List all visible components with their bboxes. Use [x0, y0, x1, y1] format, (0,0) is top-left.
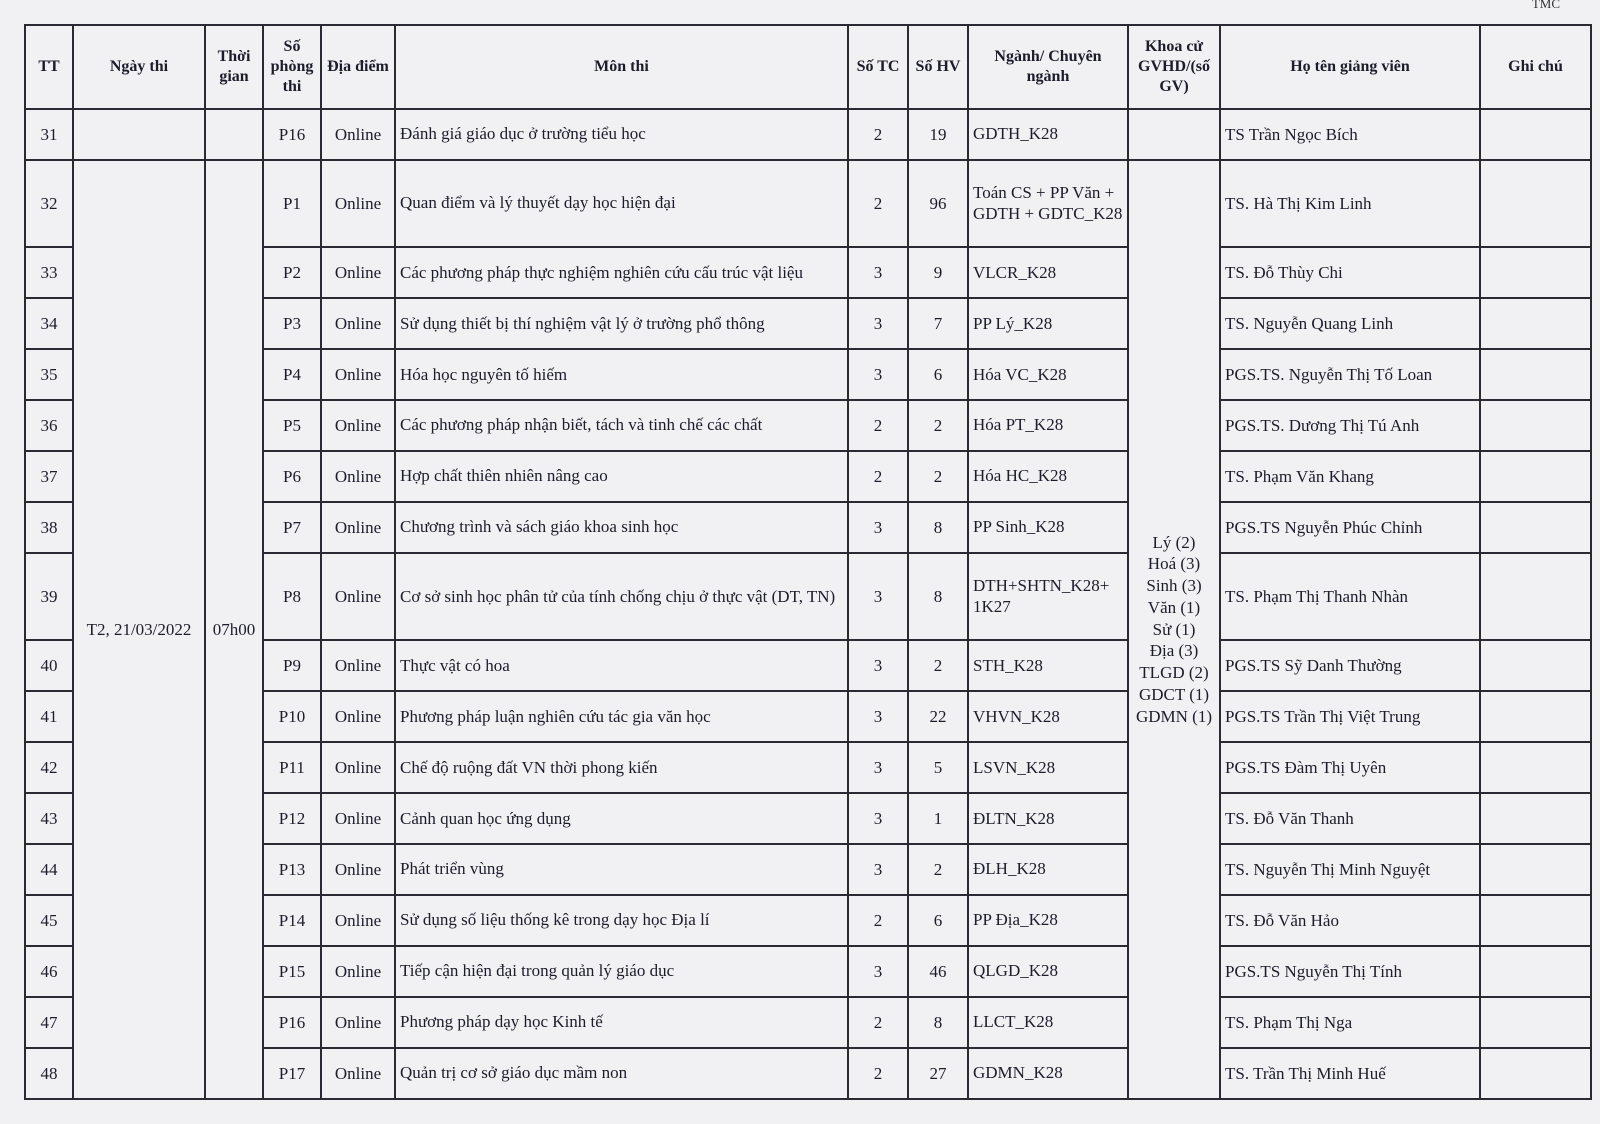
- cell-nganh: ĐLH_K28: [968, 844, 1128, 895]
- cell-so-hv: 6: [908, 895, 968, 946]
- cell-so-hv: 96: [908, 160, 968, 247]
- cell-mon-thi: Tiếp cận hiện đại trong quản lý giáo dục: [395, 946, 848, 997]
- cell-so-hv: 8: [908, 553, 968, 640]
- cell-dia-diem: Online: [321, 844, 395, 895]
- cell-tt: 36: [25, 400, 73, 451]
- cell-giang-vien: TS. Phạm Văn Khang: [1220, 451, 1480, 502]
- khoa-cu-line: Hoá (3): [1147, 554, 1201, 574]
- header-giang-vien: Họ tên giảng viên: [1220, 25, 1480, 109]
- cell-dia-diem: Online: [321, 298, 395, 349]
- cell-so-tc: 3: [848, 691, 908, 742]
- cell-so-tc: 3: [848, 502, 908, 553]
- cell-thoi-gian: 07h00: [205, 160, 263, 1099]
- cell-nganh: VLCR_K28: [968, 247, 1128, 298]
- cell-so-hv: 6: [908, 349, 968, 400]
- cell-ngay-thi: T2, 21/03/2022: [73, 160, 205, 1099]
- cell-nganh: LLCT_K28: [968, 997, 1128, 1048]
- cell-ghi-chu: [1480, 946, 1591, 997]
- header-so-hv: Số HV: [908, 25, 968, 109]
- cell-mon-thi: Sử dụng số liệu thống kê trong dạy học Địa lí: [395, 895, 848, 946]
- cell-mon-thi: Hợp chất thiên nhiên nâng cao: [395, 451, 848, 502]
- cell-mon-thi: Chế độ ruộng đất VN thời phong kiến: [395, 742, 848, 793]
- cell-so-hv: 8: [908, 997, 968, 1048]
- khoa-cu-line: Địa (3): [1149, 641, 1199, 661]
- cell-mon-thi: Phương pháp luận nghiên cứu tác gia văn học: [395, 691, 848, 742]
- cell-phong-thi: P9: [263, 640, 321, 691]
- cell-mon-thi: Các phương pháp nhận biết, tách và tinh chế các chất: [395, 400, 848, 451]
- cell-ghi-chu: [1480, 400, 1591, 451]
- cell-dia-diem: Online: [321, 997, 395, 1048]
- cell-ghi-chu: [1480, 349, 1591, 400]
- exam-schedule-sheet: [24, 24, 1590, 1100]
- table-header-row: [25, 25, 1591, 109]
- cell-tt: 37: [25, 451, 73, 502]
- cell-tt: 47: [25, 997, 73, 1048]
- cell-phong-thi: P4: [263, 349, 321, 400]
- cell-nganh: GDMN_K28: [968, 1048, 1128, 1099]
- cell-tt: 40: [25, 640, 73, 691]
- cell-so-hv: 9: [908, 247, 968, 298]
- cell-nganh: VHVN_K28: [968, 691, 1128, 742]
- cell-phong-thi: P12: [263, 793, 321, 844]
- cell-so-hv: 2: [908, 844, 968, 895]
- cell-nganh: STH_K28: [968, 640, 1128, 691]
- khoa-cu-line: Văn (1): [1147, 597, 1201, 617]
- cell-giang-vien: TS. Phạm Thị Thanh Nhàn: [1220, 553, 1480, 640]
- cell-giang-vien: PGS.TS Sỹ Danh Thường: [1220, 640, 1480, 691]
- cell-ghi-chu: [1480, 109, 1591, 160]
- table-row: [25, 160, 1591, 247]
- cell-phong-thi: P3: [263, 298, 321, 349]
- cell-dia-diem: Online: [321, 946, 395, 997]
- cell-giang-vien: TS. Đỗ Văn Thanh: [1220, 793, 1480, 844]
- cell-nganh: PP Địa_K28: [968, 895, 1128, 946]
- cell-nganh: DTH+SHTN_K28+ 1K27: [968, 553, 1128, 640]
- cell-phong-thi: P13: [263, 844, 321, 895]
- cell-tt: 43: [25, 793, 73, 844]
- cell-dia-diem: Online: [321, 691, 395, 742]
- cell-phong-thi: P15: [263, 946, 321, 997]
- cell-mon-thi: Hóa học nguyên tố hiếm: [395, 349, 848, 400]
- cell-so-hv: 5: [908, 742, 968, 793]
- cell-giang-vien: TS Trần Ngọc Bích: [1220, 109, 1480, 160]
- cell-phong-thi: P10: [263, 691, 321, 742]
- cell-phong-thi: P5: [263, 400, 321, 451]
- cell-mon-thi: Cảnh quan học ứng dụng: [395, 793, 848, 844]
- cell-nganh: GDTH_K28: [968, 109, 1128, 160]
- cell-phong-thi: P11: [263, 742, 321, 793]
- header-khoa-cu: Khoa cử GVHD/(số GV): [1128, 25, 1220, 109]
- cell-giang-vien: PGS.TS Đàm Thị Uyên: [1220, 742, 1480, 793]
- page-note: TMC: [1531, 0, 1560, 11]
- cell-so-hv: 7: [908, 298, 968, 349]
- cell-ghi-chu: [1480, 1048, 1591, 1099]
- cell-so-tc: 3: [848, 298, 908, 349]
- cell-dia-diem: Online: [321, 553, 395, 640]
- cell-tt: 42: [25, 742, 73, 793]
- cell-ghi-chu: [1480, 502, 1591, 553]
- header-so-phong-thi: Số phòng thi: [263, 25, 321, 109]
- cell-giang-vien: TS. Trần Thị Minh Huế: [1220, 1048, 1480, 1099]
- cell-so-hv: 46: [908, 946, 968, 997]
- header-thoi-gian: Thời gian: [205, 25, 263, 109]
- cell-ghi-chu: [1480, 553, 1591, 640]
- cell-nganh: ĐLTN_K28: [968, 793, 1128, 844]
- cell-so-hv: 19: [908, 109, 968, 160]
- cell-phong-thi: P16: [263, 109, 321, 160]
- cell-so-tc: 2: [848, 451, 908, 502]
- khoa-cu-line: Lý (2): [1152, 532, 1196, 552]
- cell-tt: 31: [25, 109, 73, 160]
- cell-nganh: QLGD_K28: [968, 946, 1128, 997]
- cell-so-tc: 3: [848, 553, 908, 640]
- cell-ghi-chu: [1480, 844, 1591, 895]
- cell-phong-thi: P6: [263, 451, 321, 502]
- cell-tt: 46: [25, 946, 73, 997]
- cell-phong-thi: P2: [263, 247, 321, 298]
- cell-phong-thi: P16: [263, 997, 321, 1048]
- table-body: [25, 109, 1591, 1099]
- khoa-cu-line: Sinh (3): [1146, 576, 1202, 596]
- cell-nganh: Hóa HC_K28: [968, 451, 1128, 502]
- cell-so-tc: 3: [848, 946, 908, 997]
- cell-so-hv: 22: [908, 691, 968, 742]
- cell-so-tc: 3: [848, 247, 908, 298]
- cell-so-hv: 2: [908, 451, 968, 502]
- cell-tt: 33: [25, 247, 73, 298]
- cell-ghi-chu: [1480, 298, 1591, 349]
- cell-tt: 48: [25, 1048, 73, 1099]
- cell-giang-vien: PGS.TS. Nguyễn Thị Tố Loan: [1220, 349, 1480, 400]
- cell-phong-thi: P14: [263, 895, 321, 946]
- cell-dia-diem: Online: [321, 247, 395, 298]
- cell-so-tc: 3: [848, 349, 908, 400]
- cell-giang-vien: TS. Nguyễn Quang Linh: [1220, 298, 1480, 349]
- cell-mon-thi: Các phương pháp thực nghiệm nghiên cứu cấu trúc vật liệu: [395, 247, 848, 298]
- cell-phong-thi: P8: [263, 553, 321, 640]
- header-tt: TT: [25, 25, 73, 109]
- cell-giang-vien: PGS.TS Trần Thị Việt Trung: [1220, 691, 1480, 742]
- cell-ghi-chu: [1480, 997, 1591, 1048]
- cell-tt: 35: [25, 349, 73, 400]
- cell-dia-diem: Online: [321, 640, 395, 691]
- cell-mon-thi: Chương trình và sách giáo khoa sinh học: [395, 502, 848, 553]
- cell-so-hv: 2: [908, 400, 968, 451]
- cell-dia-diem: Online: [321, 1048, 395, 1099]
- cell-mon-thi: Quan điểm và lý thuyết dạy học hiện đại: [395, 160, 848, 247]
- cell-mon-thi: Quản trị cơ sở giáo dục mầm non: [395, 1048, 848, 1099]
- table-row: [25, 109, 1591, 160]
- cell-giang-vien: TS. Nguyễn Thị Minh Nguyệt: [1220, 844, 1480, 895]
- cell-dia-diem: Online: [321, 109, 395, 160]
- cell-dia-diem: Online: [321, 502, 395, 553]
- cell-nganh: LSVN_K28: [968, 742, 1128, 793]
- cell-giang-vien: TS. Đỗ Văn Hảo: [1220, 895, 1480, 946]
- cell-so-hv: 1: [908, 793, 968, 844]
- cell-so-hv: 8: [908, 502, 968, 553]
- cell-mon-thi: Thực vật có hoa: [395, 640, 848, 691]
- khoa-cu-line: Sử (1): [1152, 619, 1196, 639]
- cell-nganh: PP Sinh_K28: [968, 502, 1128, 553]
- cell-nganh: Hóa VC_K28: [968, 349, 1128, 400]
- cell-so-tc: 2: [848, 160, 908, 247]
- cell-ghi-chu: [1480, 793, 1591, 844]
- cell-so-tc: 2: [848, 895, 908, 946]
- cell-giang-vien: PGS.TS Nguyễn Phúc Chỉnh: [1220, 502, 1480, 553]
- cell-khoa-cu-blank: [1128, 109, 1220, 160]
- cell-dia-diem: Online: [321, 895, 395, 946]
- header-ngay-thi: Ngày thi: [73, 25, 205, 109]
- cell-dia-diem: Online: [321, 742, 395, 793]
- cell-ghi-chu: [1480, 247, 1591, 298]
- cell-phong-thi: P1: [263, 160, 321, 247]
- cell-ghi-chu: [1480, 895, 1591, 946]
- cell-khoa-cu: [1128, 160, 1220, 1099]
- cell-dia-diem: Online: [321, 160, 395, 247]
- header-mon-thi: Môn thi: [395, 25, 848, 109]
- cell-thoi-gian-blank: [205, 109, 263, 160]
- cell-so-tc: 3: [848, 793, 908, 844]
- cell-ghi-chu: [1480, 451, 1591, 502]
- khoa-cu-line: GDCT (1): [1138, 684, 1210, 704]
- cell-mon-thi: Phương pháp dạy học Kinh tế: [395, 997, 848, 1048]
- cell-ghi-chu: [1480, 742, 1591, 793]
- cell-so-tc: 2: [848, 1048, 908, 1099]
- header-dia-diem: Địa điểm: [321, 25, 395, 109]
- cell-so-tc: 2: [848, 997, 908, 1048]
- cell-tt: 38: [25, 502, 73, 553]
- cell-ghi-chu: [1480, 691, 1591, 742]
- cell-ngay-thi-blank: [73, 109, 205, 160]
- cell-tt: 44: [25, 844, 73, 895]
- cell-phong-thi: P17: [263, 1048, 321, 1099]
- cell-so-tc: 3: [848, 742, 908, 793]
- header-ghi-chu: Ghi chú: [1480, 25, 1591, 109]
- cell-so-tc: 3: [848, 640, 908, 691]
- cell-giang-vien: TS. Đỗ Thùy Chi: [1220, 247, 1480, 298]
- header-so-tc: Số TC: [848, 25, 908, 109]
- cell-so-tc: 3: [848, 844, 908, 895]
- cell-so-hv: 27: [908, 1048, 968, 1099]
- cell-dia-diem: Online: [321, 451, 395, 502]
- cell-mon-thi: Phát triển vùng: [395, 844, 848, 895]
- khoa-cu-line: GDMN (1): [1135, 706, 1213, 726]
- cell-so-tc: 2: [848, 400, 908, 451]
- cell-ghi-chu: [1480, 160, 1591, 247]
- cell-giang-vien: PGS.TS. Dương Thị Tú Anh: [1220, 400, 1480, 451]
- cell-giang-vien: PGS.TS Nguyễn Thị Tính: [1220, 946, 1480, 997]
- cell-tt: 34: [25, 298, 73, 349]
- cell-giang-vien: TS. Phạm Thị Nga: [1220, 997, 1480, 1048]
- header-nganh: Ngành/ Chuyên ngành: [968, 25, 1128, 109]
- cell-nganh: PP Lý_K28: [968, 298, 1128, 349]
- cell-dia-diem: Online: [321, 793, 395, 844]
- cell-dia-diem: Online: [321, 349, 395, 400]
- cell-so-tc: 2: [848, 109, 908, 160]
- cell-nganh: Toán CS + PP Văn + GDTH + GDTC_K28: [968, 160, 1128, 247]
- cell-nganh: Hóa PT_K28: [968, 400, 1128, 451]
- cell-mon-thi: Đánh giá giáo dục ở trường tiểu học: [395, 109, 848, 160]
- cell-tt: 45: [25, 895, 73, 946]
- cell-so-hv: 2: [908, 640, 968, 691]
- cell-mon-thi: Cơ sở sinh học phân tử của tính chống chịu ở thực vật (DT, TN): [395, 553, 848, 640]
- exam-schedule-table: [24, 24, 1592, 1100]
- cell-tt: 32: [25, 160, 73, 247]
- cell-ghi-chu: [1480, 640, 1591, 691]
- cell-tt: 41: [25, 691, 73, 742]
- cell-mon-thi: Sử dụng thiết bị thí nghiệm vật lý ở trường phổ thông: [395, 298, 848, 349]
- cell-phong-thi: P7: [263, 502, 321, 553]
- khoa-cu-line: TLGD (2): [1139, 663, 1209, 683]
- cell-dia-diem: Online: [321, 400, 395, 451]
- cell-tt: 39: [25, 553, 73, 640]
- cell-giang-vien: TS. Hà Thị Kim Linh: [1220, 160, 1480, 247]
